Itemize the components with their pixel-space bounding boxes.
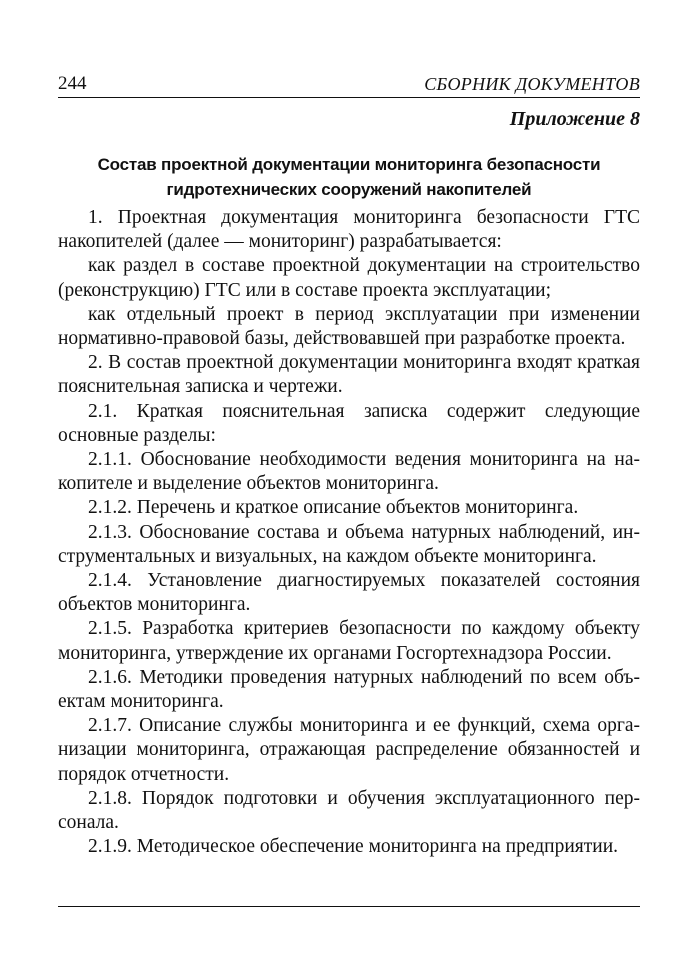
document-title-line-1: Состав проектной документации мониторинга безопасности	[97, 155, 601, 174]
paragraph-2-1-9: 2.1.9. Методическое обеспечение мониторинга на предприятии.	[88, 836, 619, 858]
document-title-line-2: гидротехнических сооружений накопителей	[166, 180, 532, 199]
paragraph-1: 1. Проектная документация мониторинга безопасности ГТС накопителей (далее — мониторинг) разрабатывается:	[58, 207, 640, 253]
paragraph-2: 2. В состав проектной документации мониторинга входят краткая пояснительная записка и чертежи.	[58, 352, 640, 398]
paragraph-1-item-a: как раздел в составе проектной документации на строительство (реконструкцию) ГТС или в составе проекта эксплуатации;	[58, 255, 640, 301]
paragraph-2-1-3: 2.1.3. Обоснование состава и объема натурных наблюдений, инструментальных и визуальных, на каждом объекте мониторинга.	[58, 521, 640, 567]
page-header	[58, 73, 640, 99]
paragraph-2-1-6: 2.1.6. Методики проведения натурных наблюдений по всем объектам мониторинга.	[58, 666, 640, 713]
paragraph-2-1-5: 2.1.5. Разработка критериев безопасности по каждому объекту мониторинга, утверждение их органами Госгортехнадзора России.	[58, 618, 640, 664]
paragraph-2-1: 2.1. Краткая пояснительная записка содержит следующие основные разделы:	[58, 400, 640, 446]
paragraph-2-1-8: 2.1.8. Порядок подготовки и обучения эксплуатационного персонала.	[58, 787, 640, 834]
paragraph-2-1-4: 2.1.4. Установление диагностируемых показателей состояния объектов мониторинга.	[58, 570, 640, 616]
document-body	[58, 206, 640, 859]
paragraph-1-item-b: как отдельный проект в период эксплуатации при изменении нормативно-правовой базы, действовавшей при разработке проекта.	[58, 303, 640, 350]
header-divider	[58, 97, 640, 98]
paragraph-2-1-7: 2.1.7. Описание службы мониторинга и ее функций, схема организации мониторинга, отражающая распределение обязанностей и порядок отчетности.	[58, 715, 640, 785]
document-page	[58, 0, 640, 973]
paragraph-2-1-1: 2.1.1. Обоснование необходимости ведения мониторинга на накопителе и выделение объектов мониторинга.	[58, 449, 640, 495]
page-number: 244	[58, 73, 87, 94]
paragraph-2-1-2: 2.1.2. Перечень и краткое описание объектов мониторинга.	[88, 497, 579, 519]
footer-divider	[58, 906, 640, 907]
running-title: СБОРНИК ДОКУМЕНТОВ	[424, 74, 640, 94]
appendix-label: Приложение 8	[509, 108, 640, 130]
document-title	[58, 152, 640, 202]
